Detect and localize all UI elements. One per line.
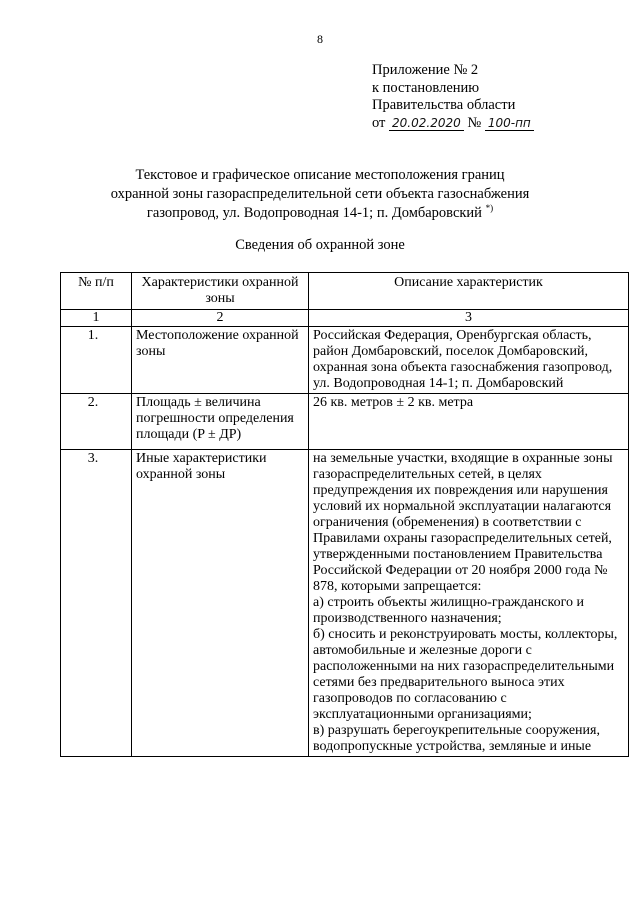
table-row <box>61 327 629 394</box>
appendix-block <box>372 62 534 132</box>
row-characteristic: Местоположение охранной зоны <box>132 327 309 394</box>
row-description: 26 кв. метров ± 2 кв. метра <box>309 394 629 450</box>
section-subtitle: Сведения об охранной зоне <box>235 237 405 253</box>
row-characteristic: Площадь ± величина погрешности определения площади (P ± ДP) <box>132 394 309 450</box>
from-label: от <box>372 114 386 131</box>
header-characteristics: Характеристики охранной зоны <box>132 273 309 310</box>
appendix-line-1: Приложение № 2 <box>372 62 479 78</box>
table-row <box>61 394 629 450</box>
table-header-row <box>61 273 629 310</box>
restriction-item-b: б) сносить и реконструировать мосты, коллекторы, автомобильные и железные дороги с расположенными на них газораспределительными сетями без предварительного выноса этих газопроводов по согласованию с эксплуатационными организациями; <box>313 627 618 722</box>
row-description: Российская Федерация, Оренбургская область, район Домбаровский, поселок Домбаровский, охранная зона объекта газоснабжения газопровод, ул. Водопроводная 14-1; п. Домбаровский <box>309 327 629 394</box>
handwritten-number: 100-пп <box>485 116 534 131</box>
column-number-row <box>61 310 629 327</box>
appendix-line-2: к постановлению <box>372 79 480 96</box>
restriction-item-a: а) строить объекты жилищно-гражданского и производственного назначения; <box>313 595 584 626</box>
column-number-1: 1 <box>61 310 132 327</box>
document-title <box>100 166 540 223</box>
title-line-3 <box>100 204 540 223</box>
header-description: Описание характеристик <box>309 273 629 310</box>
row-description-cell <box>309 450 629 757</box>
column-number-3: 3 <box>309 310 629 327</box>
number-label: № <box>467 114 482 131</box>
row-description: на земельные участки, входящие в охранные зоны газораспределительных сетей, в целях предупреждения их повреждения или нарушения условий их нормальной эксплуатации налагаются ограничения (обременения) в соответствии с Правилами охраны газораспределительных сетей, утвержденными постановлением Правительства Российской Федерации от 20 ноября 2000 года № 878, которыми запрещается: <box>313 451 613 594</box>
appendix-date-line <box>372 115 534 133</box>
table-row <box>61 450 629 757</box>
appendix-line-3: Правительства области <box>372 97 516 113</box>
row-number: 1. <box>61 327 132 394</box>
title-line-3-text: газопровод, ул. Водопроводная 14-1; п. Домбаровский <box>146 205 482 221</box>
row-number: 2. <box>61 394 132 450</box>
footnote-mark: *) <box>485 203 494 214</box>
title-line-2: охранной зоны газораспределительной сети объекта газоснабжения <box>110 186 530 202</box>
row-number: 3. <box>61 450 132 757</box>
title-line-1: Текстовое и графическое описание местоположения границ <box>135 167 505 183</box>
handwritten-date: 20.02.2020 <box>389 116 464 131</box>
protection-zone-table <box>60 272 629 757</box>
page-number: 8 <box>317 32 323 46</box>
column-number-2: 2 <box>132 310 309 327</box>
row-characteristic: Иные характеристики охранной зоны <box>132 450 309 757</box>
restriction-item-c: в) разрушать берегоукрепительные сооружения, водопропускные устройства, земляные и иные <box>313 723 600 754</box>
header-number: № п/п <box>61 273 132 310</box>
